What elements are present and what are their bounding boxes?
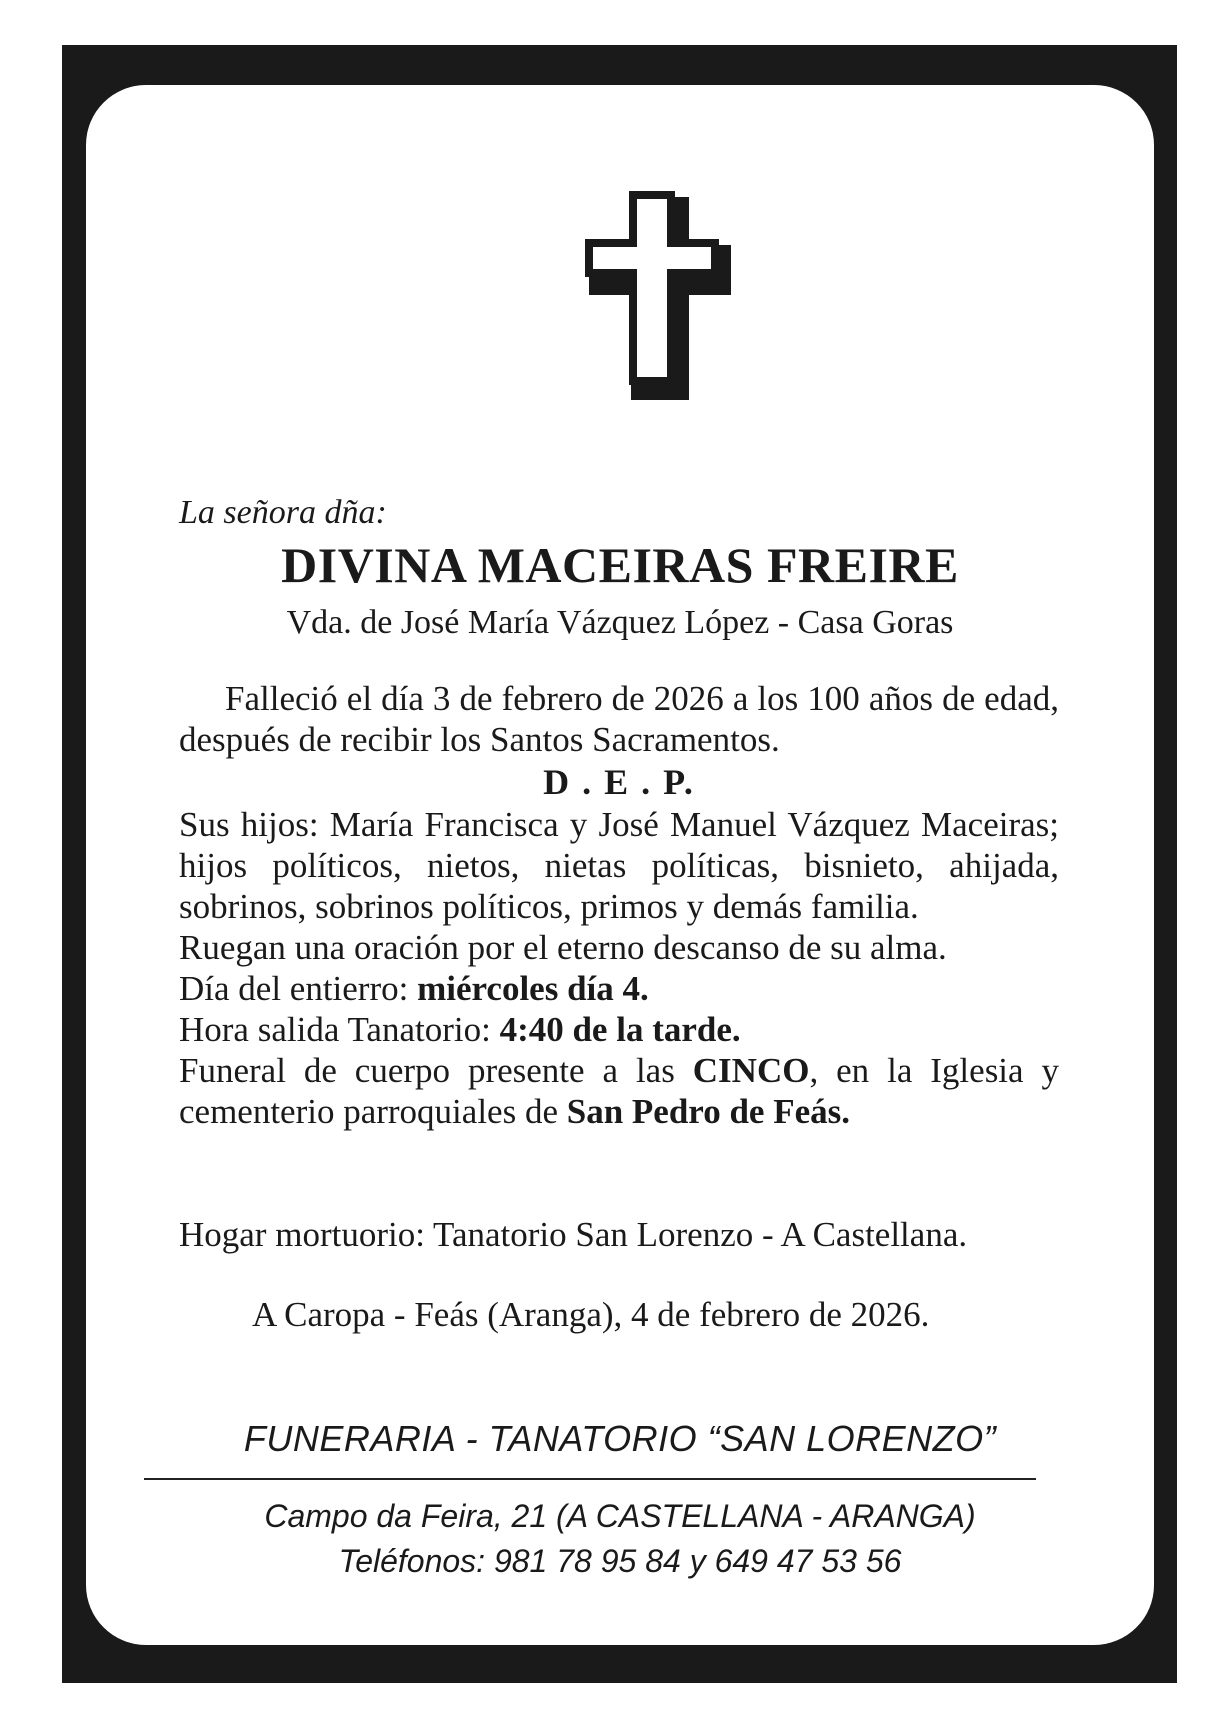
dep-abbreviation: D . E . P. xyxy=(543,762,695,802)
mourning-border xyxy=(62,45,1177,1683)
place-date-line: A Caropa - Feás (Aranga), 4 de febrero de 2026. xyxy=(252,1295,930,1334)
latin-cross-icon xyxy=(579,185,744,400)
burial-label: Día del entierro: xyxy=(179,969,409,1008)
funeral-home-address: Campo da Feira, 21 (A CASTELLANA - ARANGA) xyxy=(264,1498,976,1534)
departure-label: Hora salida Tanatorio: xyxy=(179,1010,491,1049)
notice-body xyxy=(179,678,1059,1132)
funeral-text-2: , en la Iglesia y cementerio parroquiales de xyxy=(179,1051,1059,1131)
burial-value: miércoles día 4. xyxy=(417,969,649,1008)
footer-divider xyxy=(144,1478,1036,1480)
funeral-home-phones: Teléfonos: 981 78 95 84 y 649 47 53 56 xyxy=(338,1543,902,1579)
deceased-name: DIVINA MACEIRAS FREIRE xyxy=(281,537,959,593)
family-paragraph: Sus hijos: María Francisca y José Manuel Vázquez Maceiras; hijos políticos, nietos, nietas políticas, bisnieto, ahijada, sobrinos, sobrinos políticos, primos y demás familia. xyxy=(179,805,1059,926)
burial-line xyxy=(179,968,1059,1009)
funeral-home-name: FUNERARIA - TANATORIO “SAN LORENZO” xyxy=(243,1418,997,1459)
prayer-line: Ruegan una oración por el eterno descanso de su alma. xyxy=(179,928,947,967)
funeral-time: CINCO xyxy=(692,1051,810,1090)
funeral-place: San Pedro de Feás. xyxy=(566,1092,850,1131)
funeral-paragraph xyxy=(179,1050,1059,1132)
widow-of-text: Vda. de José María Vázquez López - Casa Goras xyxy=(286,604,954,641)
departure-value: 4:40 de la tarde. xyxy=(499,1010,741,1049)
intro-text: La señora dña: xyxy=(179,494,387,531)
notice-card xyxy=(86,85,1154,1645)
departure-line xyxy=(179,1009,1059,1050)
home-line: Hogar mortuorio: Tanatorio San Lorenzo - A Castellana. xyxy=(179,1215,968,1254)
death-paragraph: Falleció el día 3 de febrero de 2026 a los 100 años de edad, después de recibir los Santos Sacramentos. xyxy=(179,679,1059,759)
funeral-text-1: Funeral de cuerpo presente a las xyxy=(179,1051,675,1090)
